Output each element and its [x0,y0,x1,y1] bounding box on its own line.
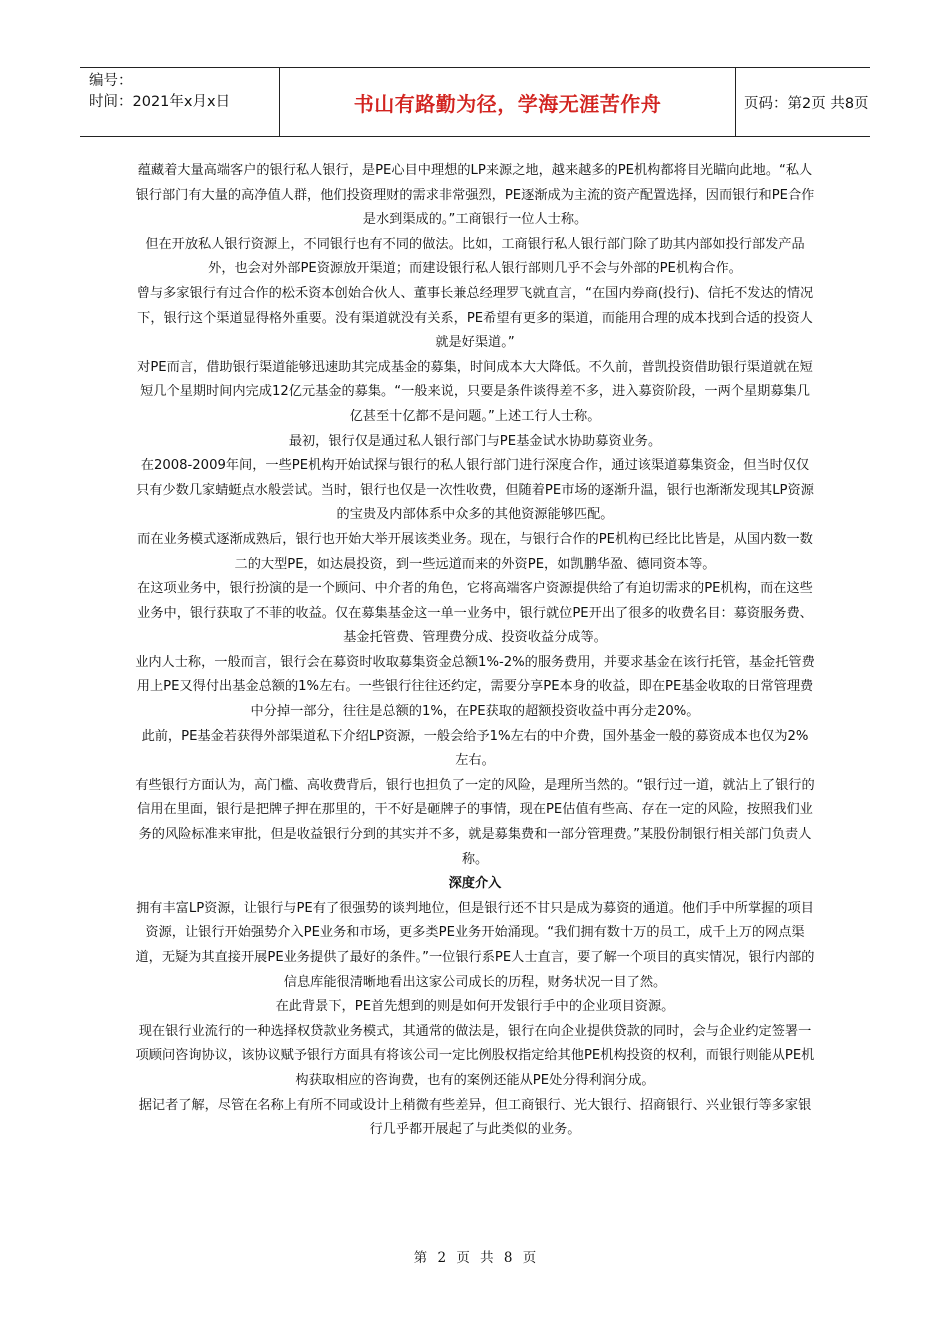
paragraph: 而在业务模式逐渐成熟后，银行也开始大举开展该类业务。现在，与银行合作的PE机构已经比比皆是，从国内数一数二的大型PE，如达晨投资，到一些远道而来的外资PE，如凯鹏华盈、德同资本等。 [137,531,813,572]
header-meta-cell [80,68,280,136]
page-header [80,67,870,137]
section-heading: 深度介入 [448,876,502,892]
paragraph: 业内人士称，一般而言，银行会在募资时收取募集资金总额1%-2%的服务费用，并要求基金在该行托管，基金托管费用上PE又得付出基金总额的1%左右。一些银行往往还约定，需要分享PE本身的收益，即在PE基金收取的日常管理费中分掉一部分，往往是总额的1%，在PE获取的超额投资收益中再分走20%。 [135,654,815,720]
page-footer: 第 2 页 共 8 页 [413,1250,537,1266]
doc-code-label: 编号： [89,73,133,89]
article-body [135,159,815,1143]
paragraph: 据记者了解，尽管在名称上有所不同或设计上稍微有些差异，但工商银行、光大银行、招商银行、兴业银行等多家银行几乎都开展起了与此类似的业务。 [138,1097,812,1138]
paragraph: 对PE而言，借助银行渠道能够迅速助其完成基金的募集，时间成本大大降低。不久前，普凯投资借助银行渠道就在短短几个星期时间内完成12亿元基金的募集。“一般来说，只要是条件谈得差不多，进入募资阶段，一两个星期募集几亿甚至十亿都不是问题。”上述工行人士称。 [137,359,813,424]
paragraph: 在此背景下，PE首先想到的则是如何开发银行手中的企业项目资源。 [275,999,675,1015]
doc-date-label: 时间：2021年x月x日 [89,94,231,110]
paragraph: 在这项业务中，银行扮演的是一个顾问、中介者的角色，它将高端客户资源提供给了有迫切需求的PE机构，而在这些业务中，银行获取了不菲的收益。仅在募集基金这一单一业务中，银行就位PE开出了很多的收费名目：募资服务费、基金托管费、管理费分成、投资收益分成等。 [137,581,813,646]
paragraph: 在2008-2009年间，一些PE机构开始试探与银行的私人银行部门进行深度合作，通过该渠道募集资金，但当时仅仅只有少数几家蜻蜓点水般尝试。当时，银行也仅是一次性收费，但随着PE市场的逐渐升温，银行也渐渐发现其LP资源的宝贵及内部体系中众多的其他资源能够匹配。 [136,458,814,523]
paragraph: 但在开放私人银行资源上，不同银行也有不同的做法。比如，工商银行私人银行部门除了助其内部如投行部发产品外，也会对外部PE资源放开渠道；而建设银行私人银行部则几乎不会与外部的PE机构合作。 [145,236,805,277]
paragraph: 拥有丰富LP资源，让银行与PE有了很强势的谈判地位，但是银行还不甘只是成为募资的通道。他们手中所掌握的项目资源，让银行开始强势介入PE业务和市场，更多类PE业务开始涌现。“我们拥有数十万的员工，成千上万的网点渠道，无疑为其直接开展PE业务提供了最好的条件。”一位银行系PE人士直言，要了解一个项目的真实情况，银行内部的信息库能很清晰地看出这家公司成长的历程，财务状况一目了然。 [135,900,815,990]
paragraph: 蕴藏着大量高端客户的银行私人银行，是PE心目中理想的LP来源之地，越来越多的PE机构都将目光瞄向此地。“私人银行部门有大量的高净值人群，他们投资理财的需求非常强烈，PE逐渐成为主流的资产配置选择，因而银行和PE合作是水到渠成的。”工商银行一位人士称。 [135,163,815,228]
header-motto: 书山有路勤为径，学海无涯苦作舟 [280,68,736,136]
paragraph: 有些银行方面认为，高门槛、高收费背后，银行也担负了一定的风险，是理所当然的。“银行过一道，就沾上了银行的信用在里面，银行是把牌子押在那里的，干不好是砸牌子的事情，现在PE估值有些高、存在一定的风险，按照我们业务的风险标准来审批，但是收益银行分到的其实并不多，就是募集费和一部分管理费。”某股份制银行相关部门负责人称。 [135,777,815,867]
paragraph: 此前，PE基金若获得外部渠道私下介绍LP资源，一般会给予1%左右的中介费，国外基金一般的募资成本也仅为2%左右。 [141,728,809,769]
paragraph: 曾与多家银行有过合作的松禾资本创始合伙人、董事长兼总经理罗飞就直言，“在国内券商(投行)、信托不发达的情况下，银行这个渠道显得格外重要。没有渠道就没有关系，PE希望有更多的渠道，而能用合理的成本找到合适的投资人就是好渠道。” [136,285,814,351]
header-page-label: 页码：第2页 共8页 [744,95,869,112]
paragraph: 现在银行业流行的一种选择权贷款业务模式，其通常的做法是，银行在向企业提供贷款的同时，会与企业约定签署一项顾问咨询协议，该协议赋予银行方面具有将该公司一定比例股权指定给其他PE机构投资的权利，而银行则能从PE机构获取相应的咨询费，也有的案例还能从PE处分得利润分成。 [135,1023,815,1088]
paragraph: 最初，银行仅是通过私人银行部门与PE基金试水协助募资业务。 [288,433,662,449]
